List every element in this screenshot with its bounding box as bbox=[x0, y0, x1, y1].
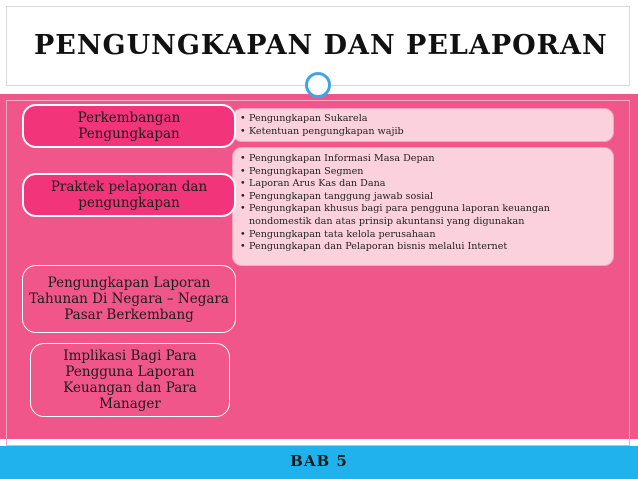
section-label: Pengungkapan Laporan Tahunan Di Negara – Negara Pasar Berkembang bbox=[29, 275, 229, 323]
footer-label: BAB 5 bbox=[290, 452, 348, 470]
list-item: • Laporan Arus Kas dan Dana bbox=[249, 178, 605, 191]
section-box-implikasi bbox=[30, 343, 230, 417]
list-item: • Pengungkapan tata kelola perusahaan bbox=[249, 229, 605, 242]
list-item: • Pengungkapan tanggung jawab sosial bbox=[249, 191, 605, 204]
section-label: Praktek pelaporan dan pengungkapan bbox=[50, 179, 208, 211]
section-label: Perkembangan Pengungkapan bbox=[77, 110, 181, 142]
list-item: • Pengungkapan Segmen bbox=[249, 166, 605, 179]
section-box-perkembangan bbox=[22, 104, 236, 148]
list-item: • Pengungkapan Sukarela bbox=[249, 113, 605, 126]
list-item: • Pengungkapan dan Pelaporan bisnis melalui Internet bbox=[249, 241, 605, 254]
panel-perkembangan bbox=[232, 108, 614, 142]
slide-title: PENGUNGKAPAN DAN PELAPORAN bbox=[34, 30, 608, 61]
panel-praktek bbox=[232, 147, 614, 266]
list-item: • Ketentuan pengungkapan wajib bbox=[249, 126, 605, 139]
section-label: Implikasi Bagi Para Pengguna Laporan Keuangan dan Para Manager bbox=[63, 348, 197, 412]
list-item: • Pengungkapan khusus bagi para pengguna laporan keuangan nondomestik dan atas prinsip akuntansi yang digunakan bbox=[249, 203, 605, 228]
section-box-pasar-berkembang bbox=[22, 265, 236, 333]
section-box-praktek bbox=[22, 173, 236, 217]
divider-circle-icon bbox=[305, 72, 331, 98]
list-item: • Pengungkapan Informasi Masa Depan bbox=[249, 153, 605, 166]
